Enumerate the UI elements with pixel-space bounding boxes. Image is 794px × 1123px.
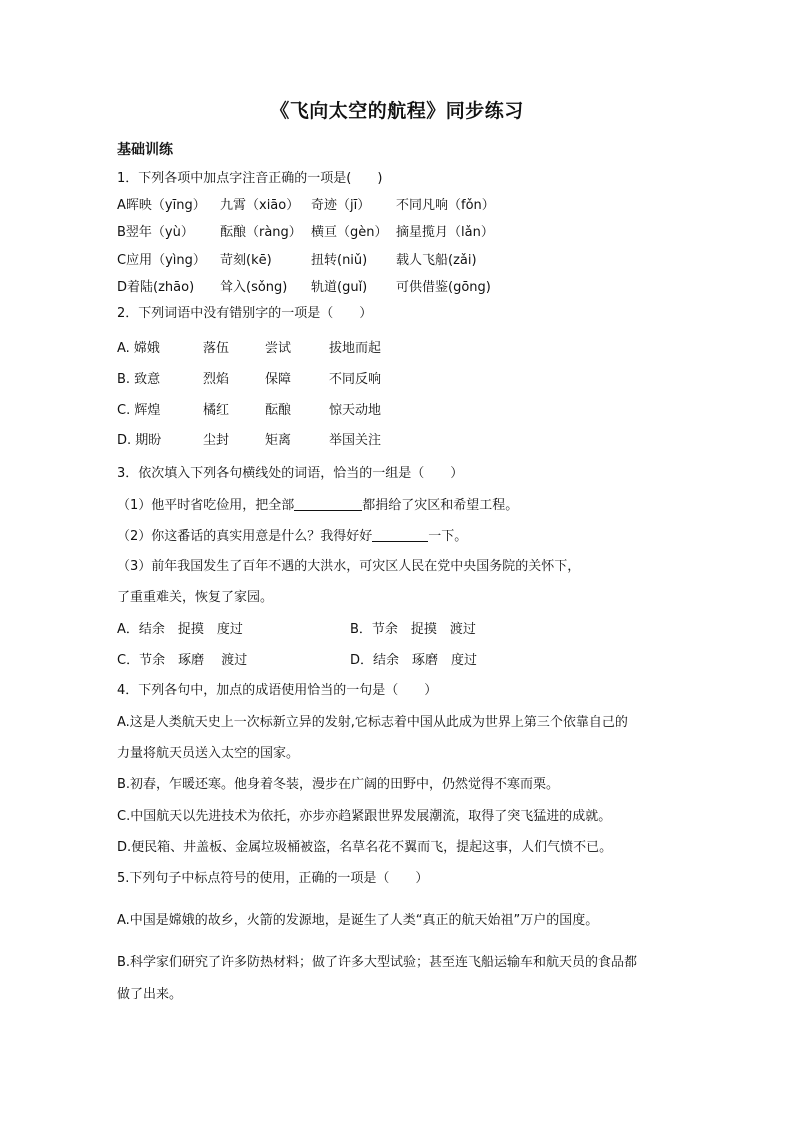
q2-b-3: 保障: [265, 372, 292, 387]
q2-b-2: 烈焰: [203, 372, 230, 387]
q2-option-c: [117, 404, 381, 417]
q4-stem: 4．下列各句中，加点的成语使用恰当的一句是（ ）: [117, 683, 438, 698]
q1-b-4: 摘星揽月（lǎn）: [396, 225, 494, 240]
page-title: 《飞向太空的航程》同步练习: [270, 100, 524, 122]
q1-b-3: 横亘（gèn）: [311, 225, 388, 240]
q1-a-2: 九霄（xiāo）: [220, 198, 300, 213]
q2-c-1: C. 辉煌: [117, 403, 161, 418]
q1-b-1: B翌年（yù）: [117, 225, 194, 240]
q1-c-1: C应用（yìng）: [117, 253, 206, 268]
q2-option-a: [117, 342, 381, 355]
q2-option-b: [117, 373, 381, 386]
q1-d-1: D着陆(zhāo): [117, 280, 195, 295]
q3-option-a: A．结余 捉摸 度过: [117, 622, 243, 637]
q3-option-c: C．节余 琢磨 渡过: [117, 653, 248, 668]
q2-stem: 2．下列词语中没有错别字的一项是（ ）: [117, 306, 373, 321]
q2-c-3: 酝酿: [265, 403, 292, 418]
q1-d-4: 可供借鉴(gōng): [396, 280, 491, 295]
q3-blank-2: [372, 529, 428, 542]
q4-option-b: B.初春，乍暖还寒。他身着冬装，漫步在广阔的田野中，仍然觉得不寒而栗。: [117, 777, 560, 792]
q2-d-2: 尘封: [203, 433, 230, 448]
q1-c-4: 载人飞船(zǎi): [396, 253, 477, 268]
q2-c-2: 橘红: [203, 403, 230, 418]
q2-b-1: B. 致意: [117, 372, 161, 387]
q2-c-4: 惊天动地: [329, 403, 382, 418]
q3-option-b: B．节余 捉摸 渡过: [350, 622, 476, 637]
q3-s2-before: （2）你这番话的真实用意是什么？我得好好: [117, 529, 373, 544]
q1-a-4: 不同凡响（fǒn）: [396, 198, 495, 213]
q4-option-d: D.便民箱、井盖板、金属垃圾桶被盗，名草名花不翼而飞，提起这事，人们气愤不已。: [117, 840, 613, 855]
q3-blank-1: [294, 498, 362, 511]
q5-option-b-line-1: B.科学家们研究了许多防热材料；做了许多大型试验；甚至连飞船运输车和航天员的食品都: [117, 955, 638, 970]
q2-a-3: 尝试: [265, 341, 292, 356]
q2-a-2: 落伍: [203, 341, 230, 356]
q3-sentence-3-line-1: （3）前年我国发生了百年不遇的大洪水，可灾区人民在党中央国务院的关怀下，: [117, 559, 581, 574]
q4-option-a-line-2: 力量将航天员送入太空的国家。: [117, 746, 300, 761]
q3-sentence-2: [117, 529, 467, 543]
q1-option-b: [117, 226, 494, 239]
q2-d-4: 举国关注: [329, 433, 382, 448]
q2-b-4: 不同反响: [329, 372, 382, 387]
q3-s2-after: 一下。: [428, 529, 468, 544]
section-heading: 基础训练: [117, 142, 173, 158]
q1-b-2: 酝酿（ràng）: [220, 225, 302, 240]
q2-a-4: 拔地而起: [329, 341, 382, 356]
q3-stem: 3．依次填入下列各句横线处的词语，恰当的一组是（ ）: [117, 466, 464, 481]
q2-a-1: A. 嫦娥: [117, 341, 160, 356]
q1-stem: 1．下列各项中加点字注音正确的一项是( ): [117, 171, 383, 186]
q4-option-a-line-1: A.这是人类航天史上一次标新立异的发射,它标志着中国从此成为世界上第三个依靠自己的: [117, 715, 628, 730]
q1-c-3: 扭转(niǔ): [311, 253, 368, 268]
q5-option-a: A.中国是嫦娥的故乡，火箭的发源地，是诞生了人类“真正的航天始祖”万户的国度。: [117, 913, 599, 928]
q4-option-c: C.中国航天以先进技术为依托，亦步亦趋紧跟世界发展潮流，取得了突飞猛进的成就。: [117, 809, 612, 824]
q3-s1-before: （1）他平时省吃俭用，把全部: [117, 498, 295, 513]
q2-option-d: [117, 434, 381, 447]
q1-a-1: A晖映（yīng）: [117, 198, 206, 213]
q1-c-2: 苛刻(kē): [220, 253, 272, 268]
q5-option-b-line-2: 做了出来。: [117, 987, 183, 1002]
q2-d-3: 矩离: [265, 433, 292, 448]
q3-s1-after: 都捐给了灾区和希望工程。: [362, 498, 519, 513]
q1-option-c: [117, 254, 477, 267]
q3-sentence-1: [117, 498, 518, 512]
q1-d-3: 轨道(guǐ): [311, 280, 368, 295]
q1-option-d: [117, 281, 491, 294]
q1-a-3: 奇迹（jī）: [311, 198, 371, 213]
q5-stem: 5.下列句子中标点符号的使用，正确的一项是（ ）: [117, 871, 429, 886]
q2-d-1: D. 期盼: [117, 433, 162, 448]
q1-option-a: [117, 199, 495, 212]
q3-option-d: D．结余 琢磨 度过: [350, 653, 478, 668]
q1-d-2: 耸入(sǒng): [220, 280, 288, 295]
q3-sentence-3-line-2: 了重重难关，恢复了家园。: [117, 590, 274, 605]
